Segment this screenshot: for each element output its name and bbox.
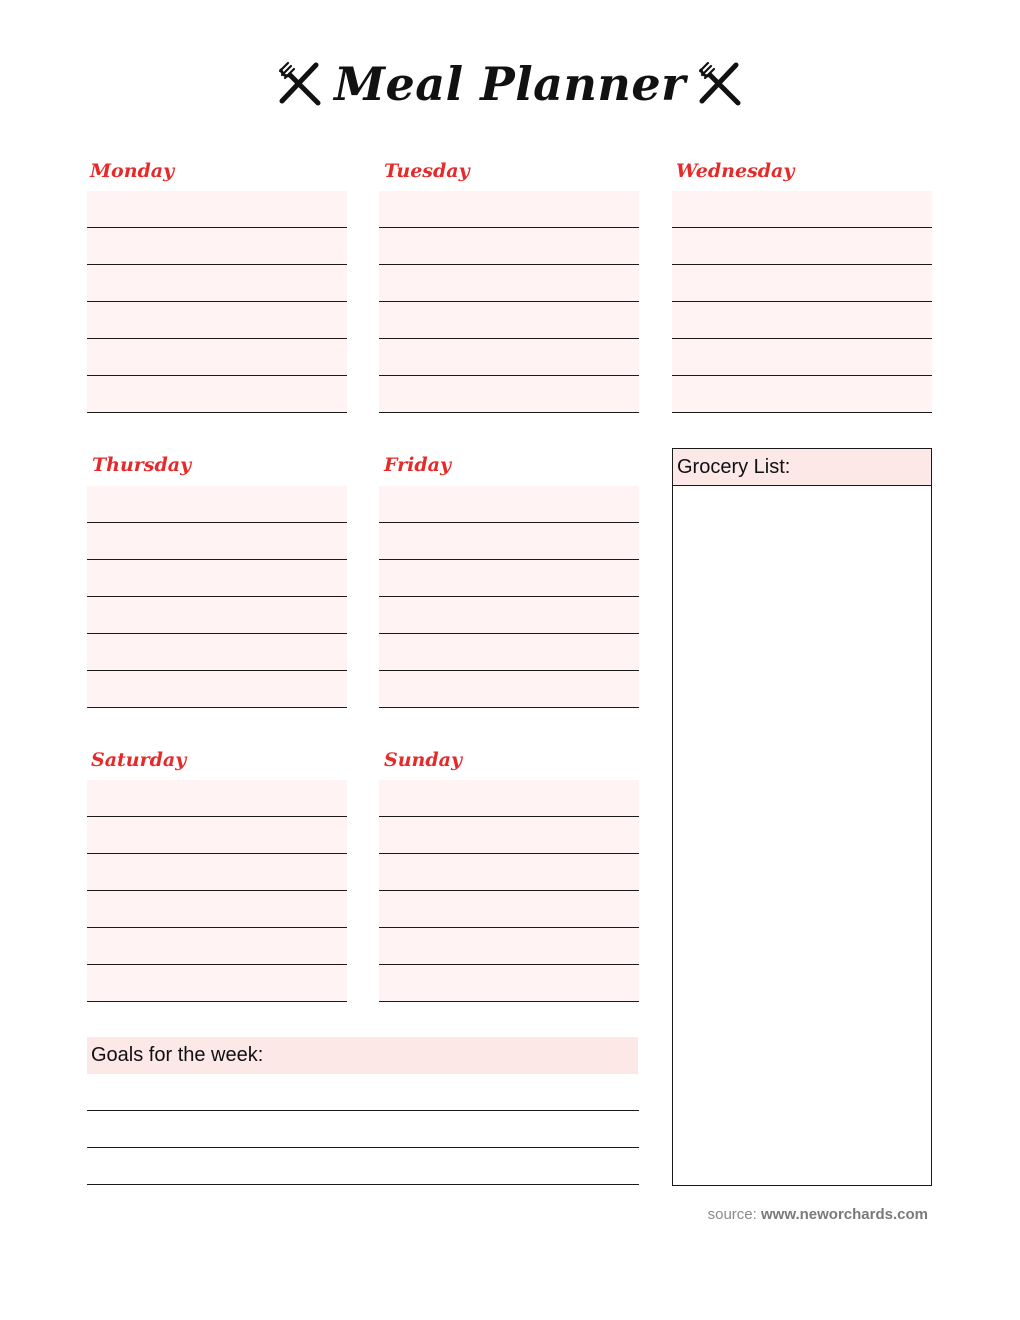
meal-line[interactable] [672,302,932,339]
meal-line[interactable] [379,560,639,597]
meal-line[interactable] [87,671,347,708]
meal-line[interactable] [379,302,639,339]
day-label-thursday: Thursday [92,454,192,476]
meal-line[interactable] [379,854,639,891]
day-lines-monday[interactable] [87,191,347,413]
day-label-monday: Monday [90,160,175,182]
goal-line[interactable] [87,1148,639,1185]
meal-line[interactable] [672,265,932,302]
goals-section [87,1037,639,1185]
meal-line[interactable] [379,817,639,854]
goal-line[interactable] [87,1111,639,1148]
meal-line[interactable] [672,228,932,265]
meal-line[interactable] [87,560,347,597]
day-label-friday: Friday [384,454,452,476]
meal-line[interactable] [379,597,639,634]
meal-line[interactable] [379,634,639,671]
source-site: www.neworchards.com [761,1206,928,1223]
day-label-saturday: Saturday [91,749,187,771]
meal-line[interactable] [379,671,639,708]
day-lines-tuesday[interactable] [379,191,639,413]
meal-line[interactable] [87,376,347,413]
meal-line[interactable] [379,928,639,965]
meal-line[interactable] [87,265,347,302]
goal-line[interactable] [87,1074,639,1111]
meal-line[interactable] [87,339,347,376]
day-lines-saturday[interactable] [87,780,347,1002]
meal-line[interactable] [672,376,932,413]
source-prefix: source: [707,1206,757,1223]
goals-label: Goals for the week: [87,1037,638,1074]
meal-line[interactable] [379,780,639,817]
meal-line[interactable] [379,965,639,1002]
meal-line[interactable] [379,486,639,523]
meal-line[interactable] [672,191,932,228]
meal-line[interactable] [379,191,639,228]
fork-knife-icon [696,61,744,107]
source-credit [708,1206,928,1223]
meal-line[interactable] [87,191,347,228]
meal-line[interactable] [87,780,347,817]
meal-line[interactable] [87,965,347,1002]
day-lines-sunday[interactable] [379,780,639,1002]
meal-line[interactable] [379,339,639,376]
meal-line[interactable] [87,817,347,854]
meal-line[interactable] [87,928,347,965]
meal-line[interactable] [87,854,347,891]
grocery-list-box[interactable] [672,448,932,1186]
header [0,52,1020,116]
day-lines-friday[interactable] [379,486,639,708]
grocery-list-label: Grocery List: [673,449,931,486]
meal-line[interactable] [379,376,639,413]
page-title: Meal Planner [334,57,686,111]
meal-line[interactable] [379,228,639,265]
meal-line[interactable] [87,302,347,339]
goals-lines[interactable] [87,1074,639,1185]
meal-line[interactable] [379,891,639,928]
meal-line[interactable] [672,339,932,376]
meal-line[interactable] [87,228,347,265]
day-lines-wednesday[interactable] [672,191,932,413]
meal-line[interactable] [87,891,347,928]
day-label-tuesday: Tuesday [384,160,470,182]
meal-line[interactable] [379,523,639,560]
meal-line[interactable] [87,597,347,634]
day-lines-thursday[interactable] [87,486,347,708]
meal-line[interactable] [87,486,347,523]
day-label-wednesday: Wednesday [676,160,795,182]
day-label-sunday: Sunday [384,749,462,771]
meal-line[interactable] [379,265,639,302]
fork-knife-icon [276,61,324,107]
meal-line[interactable] [87,523,347,560]
meal-line[interactable] [87,634,347,671]
